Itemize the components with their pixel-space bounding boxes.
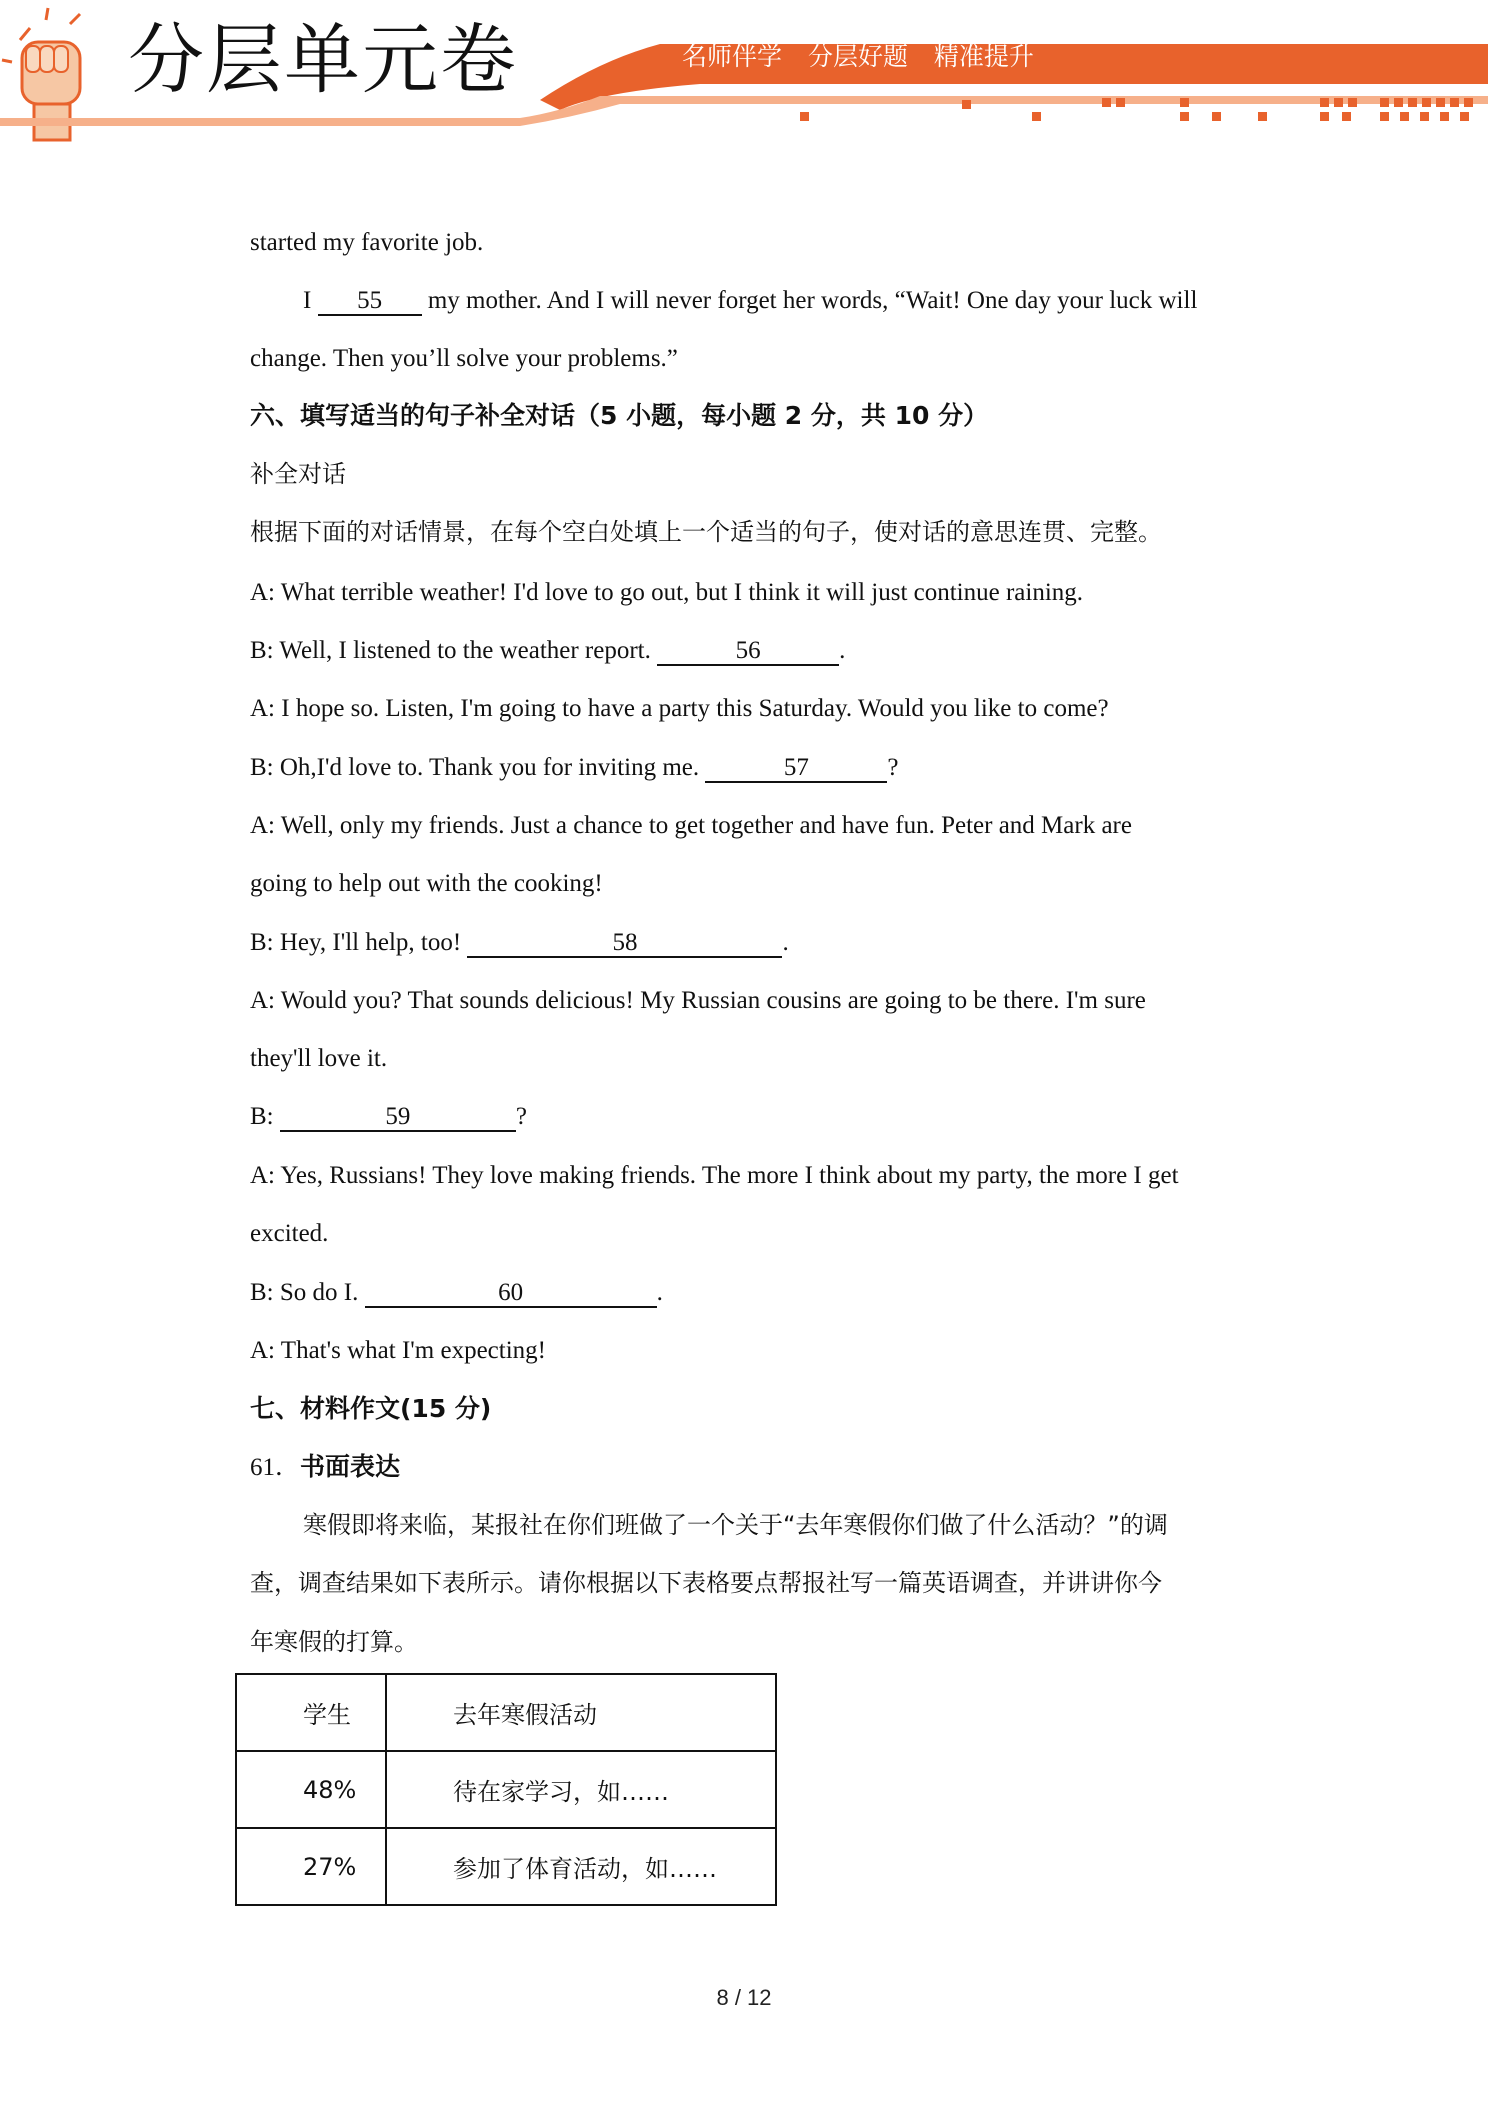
dialogue-line-2-pre: B: Well, I listened to the weather report. (250, 637, 658, 664)
dialogue-line-6 (250, 930, 1250, 958)
table-header-cell: 学生 (236, 1674, 386, 1751)
dialogue-line-9b: excited. (250, 1220, 329, 1247)
dialogue-line-9a: A: Yes, Russians! They love making friends. The more I think about my party, the more I get (250, 1162, 1179, 1189)
passage-line-2-post: my mother. And I will never forget her words, “Wait! One day your luck will (421, 287, 1198, 314)
dialogue-line-8-pre: B: (250, 1103, 280, 1130)
survey-table (235, 1673, 777, 1906)
dialogue-line-10-pre: B: So do I. (250, 1279, 365, 1306)
blank-60[interactable]: 60 (365, 1280, 657, 1308)
prompt-line-2: 查，调查结果如下表所示。请你根据以下表格要点帮报社写一篇英语调查，并讲讲你今 (250, 1569, 1162, 1597)
passage-line-2 (303, 288, 1303, 316)
dialogue-line-3: A: I hope so. Listen, I'm going to have a party this Saturday. Would you like to come? (250, 695, 1109, 722)
table-row (236, 1828, 776, 1905)
question-title: 书面表达 (300, 1452, 401, 1481)
dialogue-line-7a: A: Would you? That sounds delicious! My Russian cousins are going to be there. I'm sure (250, 987, 1146, 1014)
dialogue-line-7b: they'll love it. (250, 1045, 388, 1072)
passage-line-2-pre: I (303, 287, 318, 314)
section-6-instruction: 根据下面的对话情景，在每个空白处填上一个适当的句子，使对话的意思连贯、完整。 (250, 518, 1162, 546)
dialogue-line-2-post: . (839, 637, 846, 664)
blank-57[interactable]: 57 (705, 755, 887, 783)
dialogue-line-6-pre: B: Hey, I'll help, too! (250, 929, 468, 956)
dialogue-line-5b: going to help out with the cooking! (250, 870, 603, 897)
prompt-line-1: 寒假即将来临，某报社在你们班做了一个关于“去年寒假你们做了什么活动？”的调 (303, 1511, 1168, 1539)
table-header-row (236, 1674, 776, 1751)
section-6-heading: 六、填写适当的句子补全对话（5 小题，每小题 2 分，共 10 分） (250, 401, 989, 430)
dialogue-line-5a: A: Well, only my friends. Just a chance to get together and have fun. Peter and Mark are (250, 812, 1132, 839)
table-header-cell: 去年寒假活动 (386, 1674, 776, 1751)
question-number: 61． (250, 1454, 301, 1481)
question-61 (250, 1454, 1250, 1480)
dialogue-line-10 (250, 1280, 1250, 1308)
dialogue-line-4 (250, 755, 1250, 783)
passage-line-3: change. Then you’ll solve your problems.” (250, 345, 678, 372)
prompt-line-3: 年寒假的打算。 (250, 1628, 418, 1656)
blank-59[interactable]: 59 (280, 1104, 516, 1132)
dialogue-line-4-post: ? (887, 754, 899, 781)
blank-58[interactable]: 58 (467, 930, 782, 958)
dialogue-line-1: A: What terrible weather! I'd love to go out, but I think it will just continue raining. (250, 579, 1084, 606)
table-cell: 参加了体育活动，如…… (386, 1828, 776, 1905)
table-row (236, 1751, 776, 1828)
dialogue-line-8-post: ? (515, 1103, 527, 1130)
page-indicator: 8 / 12 (716, 1985, 772, 2010)
blank-56[interactable]: 56 (657, 638, 839, 666)
blank-55[interactable]: 55 (318, 288, 422, 316)
dialogue-line-11: A: That's what I'm expecting! (250, 1337, 546, 1364)
dialogue-line-6-post: . (782, 929, 789, 956)
table-cell: 待在家学习，如…… (386, 1751, 776, 1828)
dialogue-line-8 (250, 1104, 1250, 1132)
section-7-heading: 七、材料作文(15 分) (250, 1394, 492, 1423)
dialogue-line-2 (250, 638, 1250, 666)
dialogue-line-4-pre: B: Oh,I'd love to. Thank you for inviting me. (250, 754, 706, 781)
brand-title: 分层单元卷 (128, 15, 518, 104)
page-header (0, 0, 1488, 150)
passage-line-1: started my favorite job. (250, 229, 484, 256)
header-slogan: 名师伴学 分层好题 精准提升 (682, 42, 1034, 71)
table-cell: 48% (236, 1751, 386, 1828)
table-cell: 27% (236, 1828, 386, 1905)
section-6-subtitle: 补全对话 (250, 460, 346, 488)
dialogue-line-10-post: . (656, 1279, 663, 1306)
